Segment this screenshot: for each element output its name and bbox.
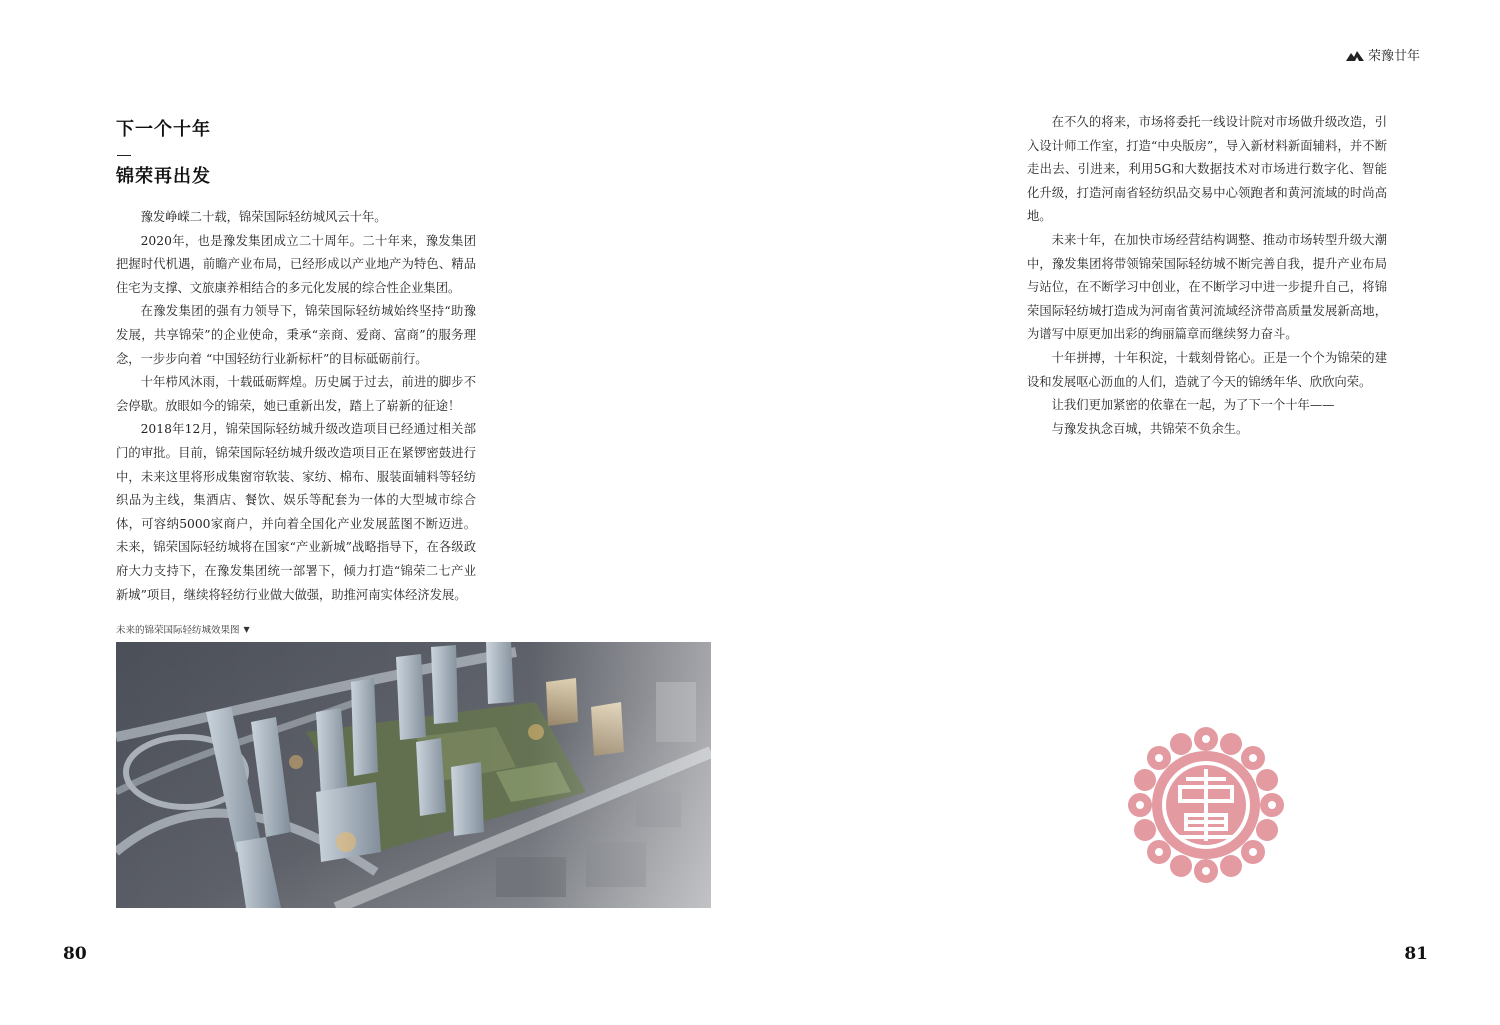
- paragraph: 豫发峥嵘二十载，锦荣国际轻纺城风云十年。: [140, 210, 387, 224]
- photo-caption: [116, 622, 250, 636]
- title-divider: [117, 155, 131, 156]
- paragraph: 2018年12月，锦荣国际轻纺城升级改造项目已经通过相关部门的审批。目前，锦荣国际轻纺城升级改造项目正在紧锣密鼓进行中，未来这里将形成集窗帘软装、家纺、棉布、服装面辅料等轻纺织品为主线，集酒店、餐饮、娱乐等配套为一体的大型城市综合体，可容纳5000家商户，并向着全国化产业发展蓝图不断迈进。未来，锦荣国际轻纺城将在国家“产业新城”战略指导下，在各级政府大力支持下，在豫发集团统一部署下，倾力打造“锦荣二七产业新城”项目，继续将轻纺行业做大做强，助推河南实体经济发展。: [116, 422, 476, 602]
- paragraph: 未来十年，在加快市场经营结构调整、推动市场转型升级大潮中，豫发集团将带领锦荣国际轻纺城不断完善自我，提升产业布局与站位，在不断学习中创业，在不断学习中进一步提升自己，将锦荣国际轻纺城打造成为河南省黄河流域经济带高质量发展新高地，为谱写中原更加出彩的绚丽篇章而继续努力奋斗。: [1027, 232, 1387, 342]
- paragraph: 与豫发执念百城，共锦荣不负余生。: [1051, 421, 1249, 436]
- article-title: 下一个十年: [116, 119, 211, 140]
- mountain-logo-icon: [1346, 49, 1364, 61]
- page-number-left: 80: [63, 944, 87, 964]
- left-body-text: [116, 206, 476, 607]
- page-number-right: 81: [1404, 944, 1428, 964]
- photo-caption-text: 未来的锦荣国际轻纺城效果图: [116, 625, 240, 636]
- header-tag: [1346, 45, 1420, 64]
- header-tag-text: 荣豫廿年: [1367, 49, 1420, 64]
- paragraph: 在豫发集团的强有力领导下，锦荣国际轻纺城始终坚持“助豫发展，共享锦荣”的企业使命，秉承“亲商、爱商、富商”的服务理念，一步步向着 “中国轻纺行业新标杆”的目标砥砺前行。: [116, 304, 476, 366]
- paragraph: 在不久的将来，市场将委托一线设计院对市场做升级改造，引入设计师工作室，打造“中央版房”，导入新材料新面辅料，并不断走出去、引进来，利用5G和大数据技术对市场进行数字化、智能化升级，打造河南省轻纺织品交易中心领跑者和黄河流域的时尚高地。: [1027, 115, 1387, 224]
- paragraph: 2020年，也是豫发集团成立二十周年。二十年来，豫发集团把握时代机遇，前瞻产业布局，已经形成以产业地产为特色、精品住宅为支撑、文旅康养相结合的多元化发展的综合性企业集团。: [116, 233, 476, 295]
- paragraph: 十年栉风沐雨，十载砥砺辉煌。历史属于过去，前进的脚步不会停歇。放眼如今的锦荣，她已重新出发，踏上了崭新的征途！: [116, 375, 476, 413]
- paragraph: 十年拼搏，十年积淀，十载刻骨铭心。正是一个个为锦荣的建设和发展呕心沥血的人们，造就了今天的锦绣年华、欣欣向荣。: [1027, 350, 1387, 389]
- aerial-rendering-image: [116, 642, 711, 908]
- right-body-text: [1027, 111, 1387, 441]
- paragraph: 让我们更加紧密的依靠在一起，为了下一个十年——: [1051, 398, 1335, 413]
- article-title-block: [116, 115, 211, 188]
- caption-down-triangle-icon: ▼: [243, 624, 250, 634]
- chinese-shou-medallion-icon: [1126, 725, 1286, 885]
- article-subtitle: 锦荣再出发: [116, 166, 211, 187]
